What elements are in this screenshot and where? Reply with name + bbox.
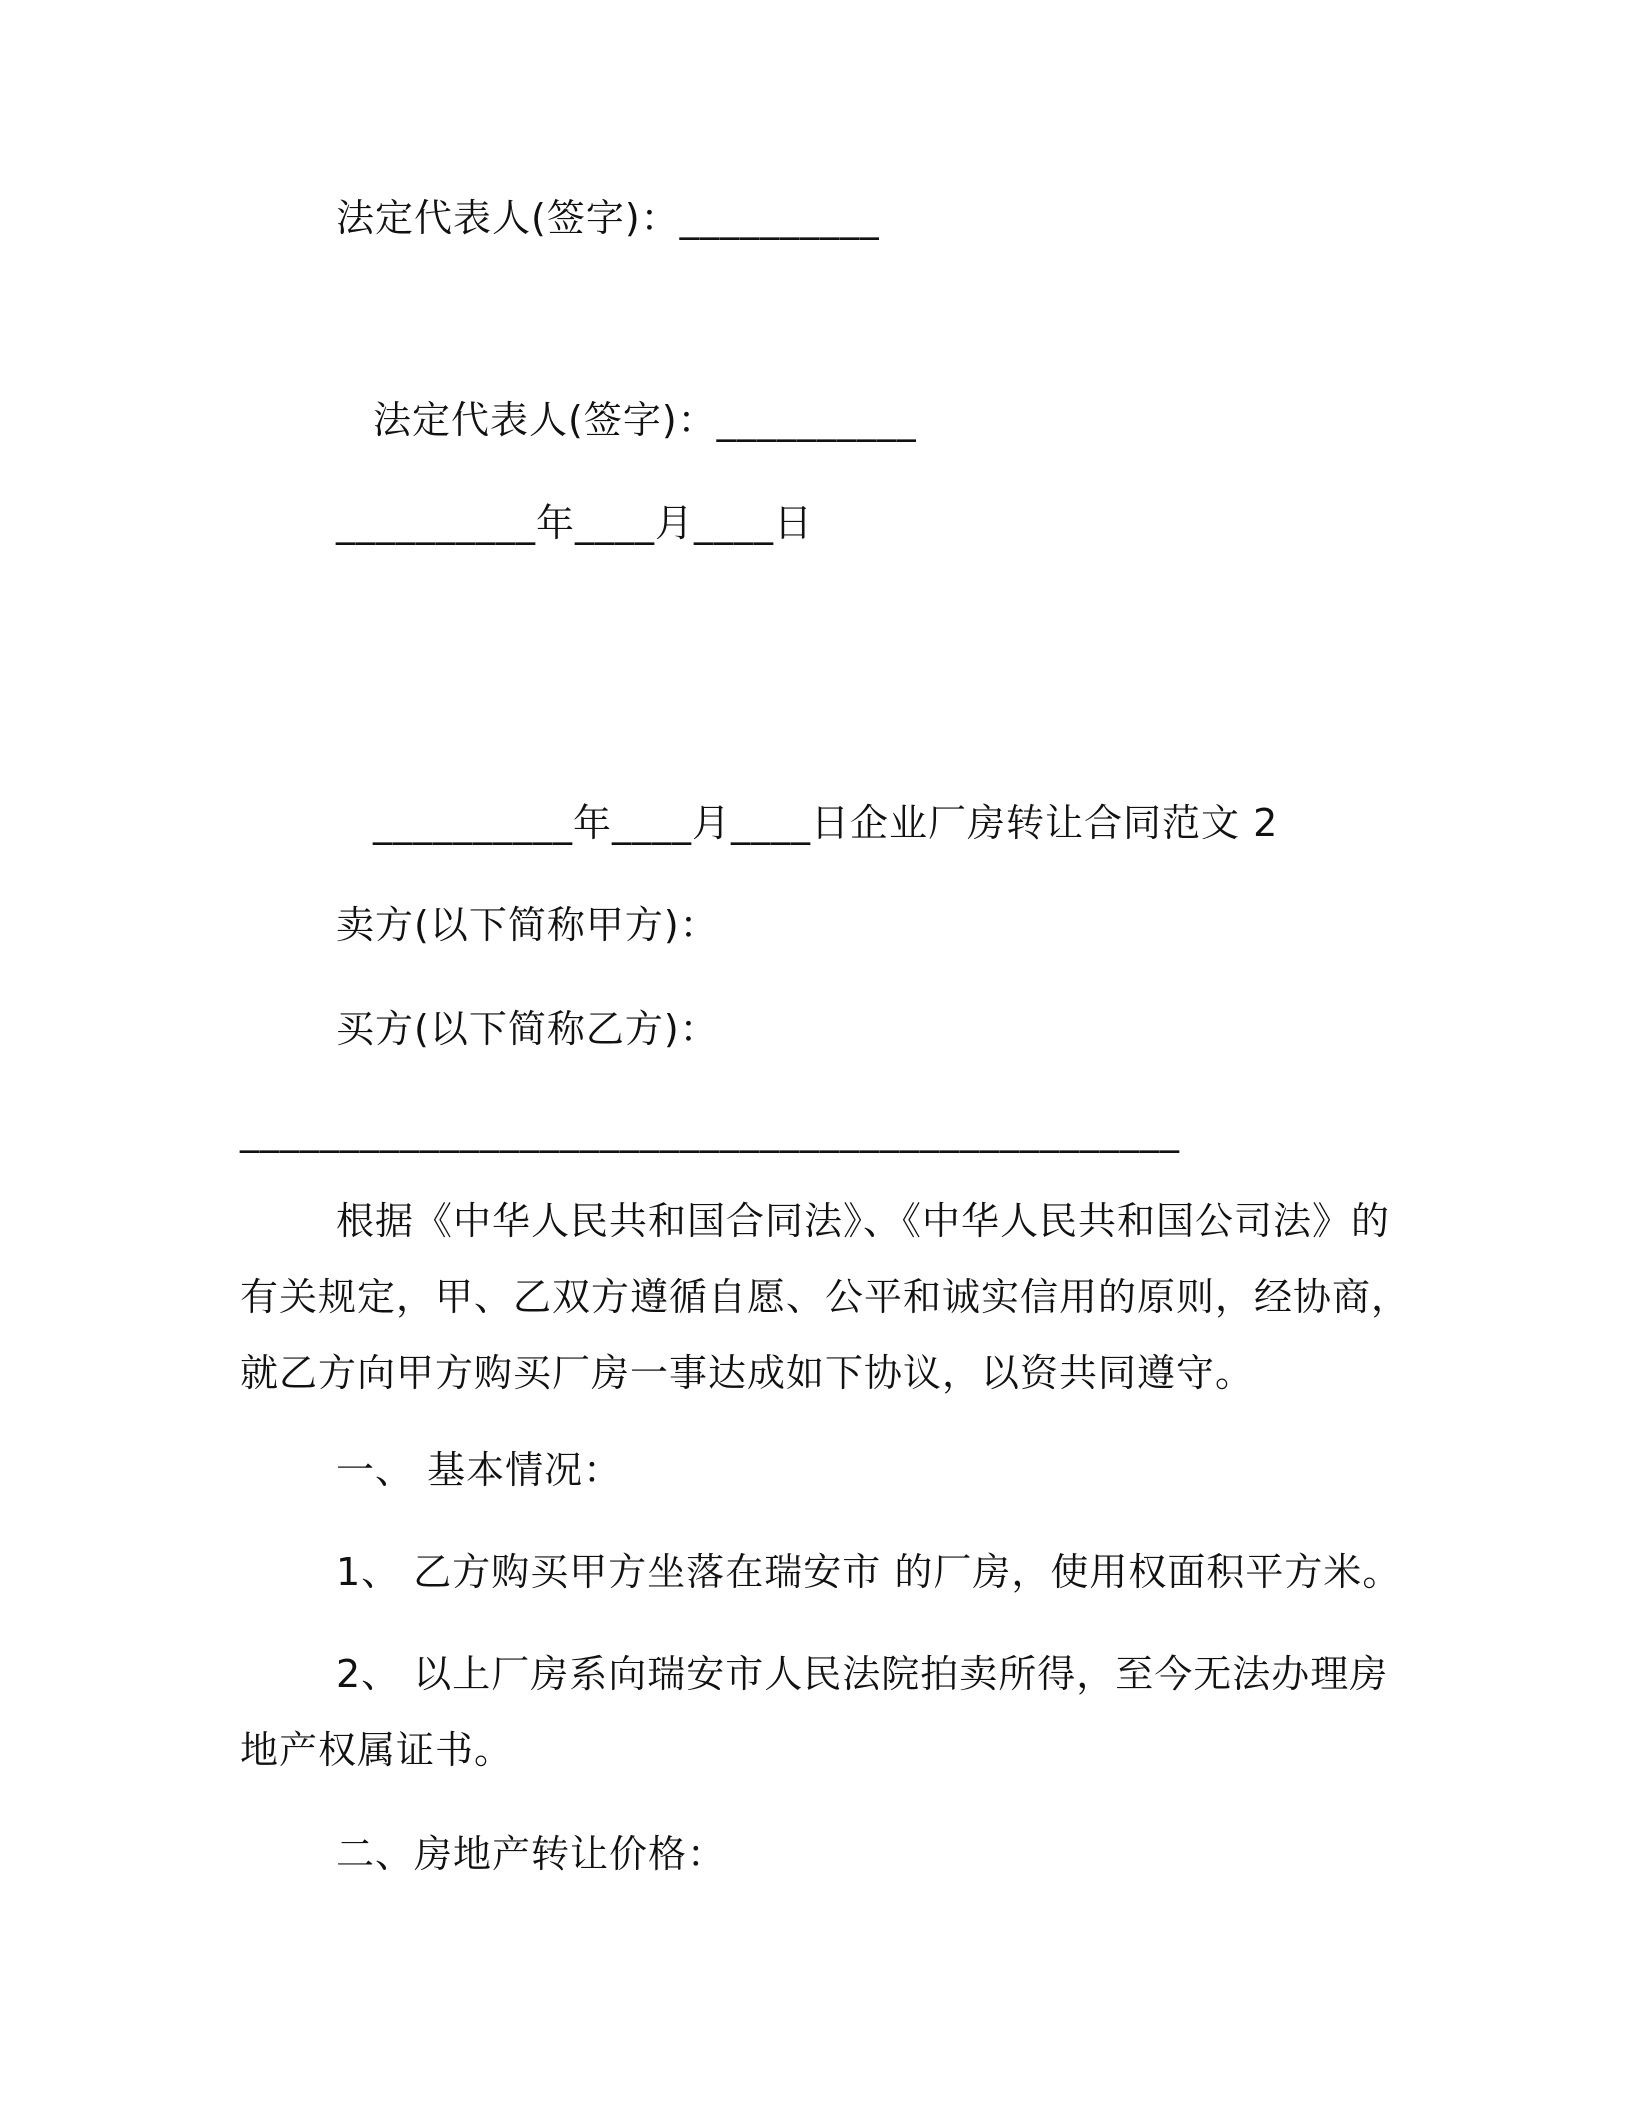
preamble-paragraph: 根据《中华人民共和国合同法》、《中华人民共和国公司法》的有关规定，甲、乙双方遵循自愿、公平和诚实信用的原则，经协商，就乙方向甲方购买厂房一事达成如下协议，以资共同遵守。 bbox=[240, 1199, 1411, 1395]
section-1-item-2: 2、 以上厂房系向瑞安市人民法院拍卖所得，至今无法办理房地产权属证书。 bbox=[240, 1652, 1389, 1772]
section-2-title: 二、房地产转让价格： bbox=[336, 1832, 727, 1876]
legal-rep-signature-line-2: 法定代表人(签字)：__________ bbox=[373, 398, 917, 442]
seller-label: 卖方(以下简称甲方)： bbox=[336, 903, 719, 947]
separator-underline: _______________________________________________ bbox=[240, 1109, 1180, 1153]
section-1-title: 一、 基本情况： bbox=[336, 1448, 623, 1492]
legal-rep-signature-line-1: 法定代表人(签字)：__________ bbox=[336, 196, 880, 240]
buyer-label: 买方(以下简称乙方)： bbox=[336, 1007, 719, 1051]
section-1-item-1: 1、 乙方购买甲方坐落在瑞安市 的厂房，使用权面积平方米。 bbox=[336, 1550, 1402, 1594]
contract-heading: __________年____月____日企业厂房转让合同范文 2 bbox=[373, 801, 1279, 845]
date-line: __________年____月____日 bbox=[336, 501, 814, 545]
